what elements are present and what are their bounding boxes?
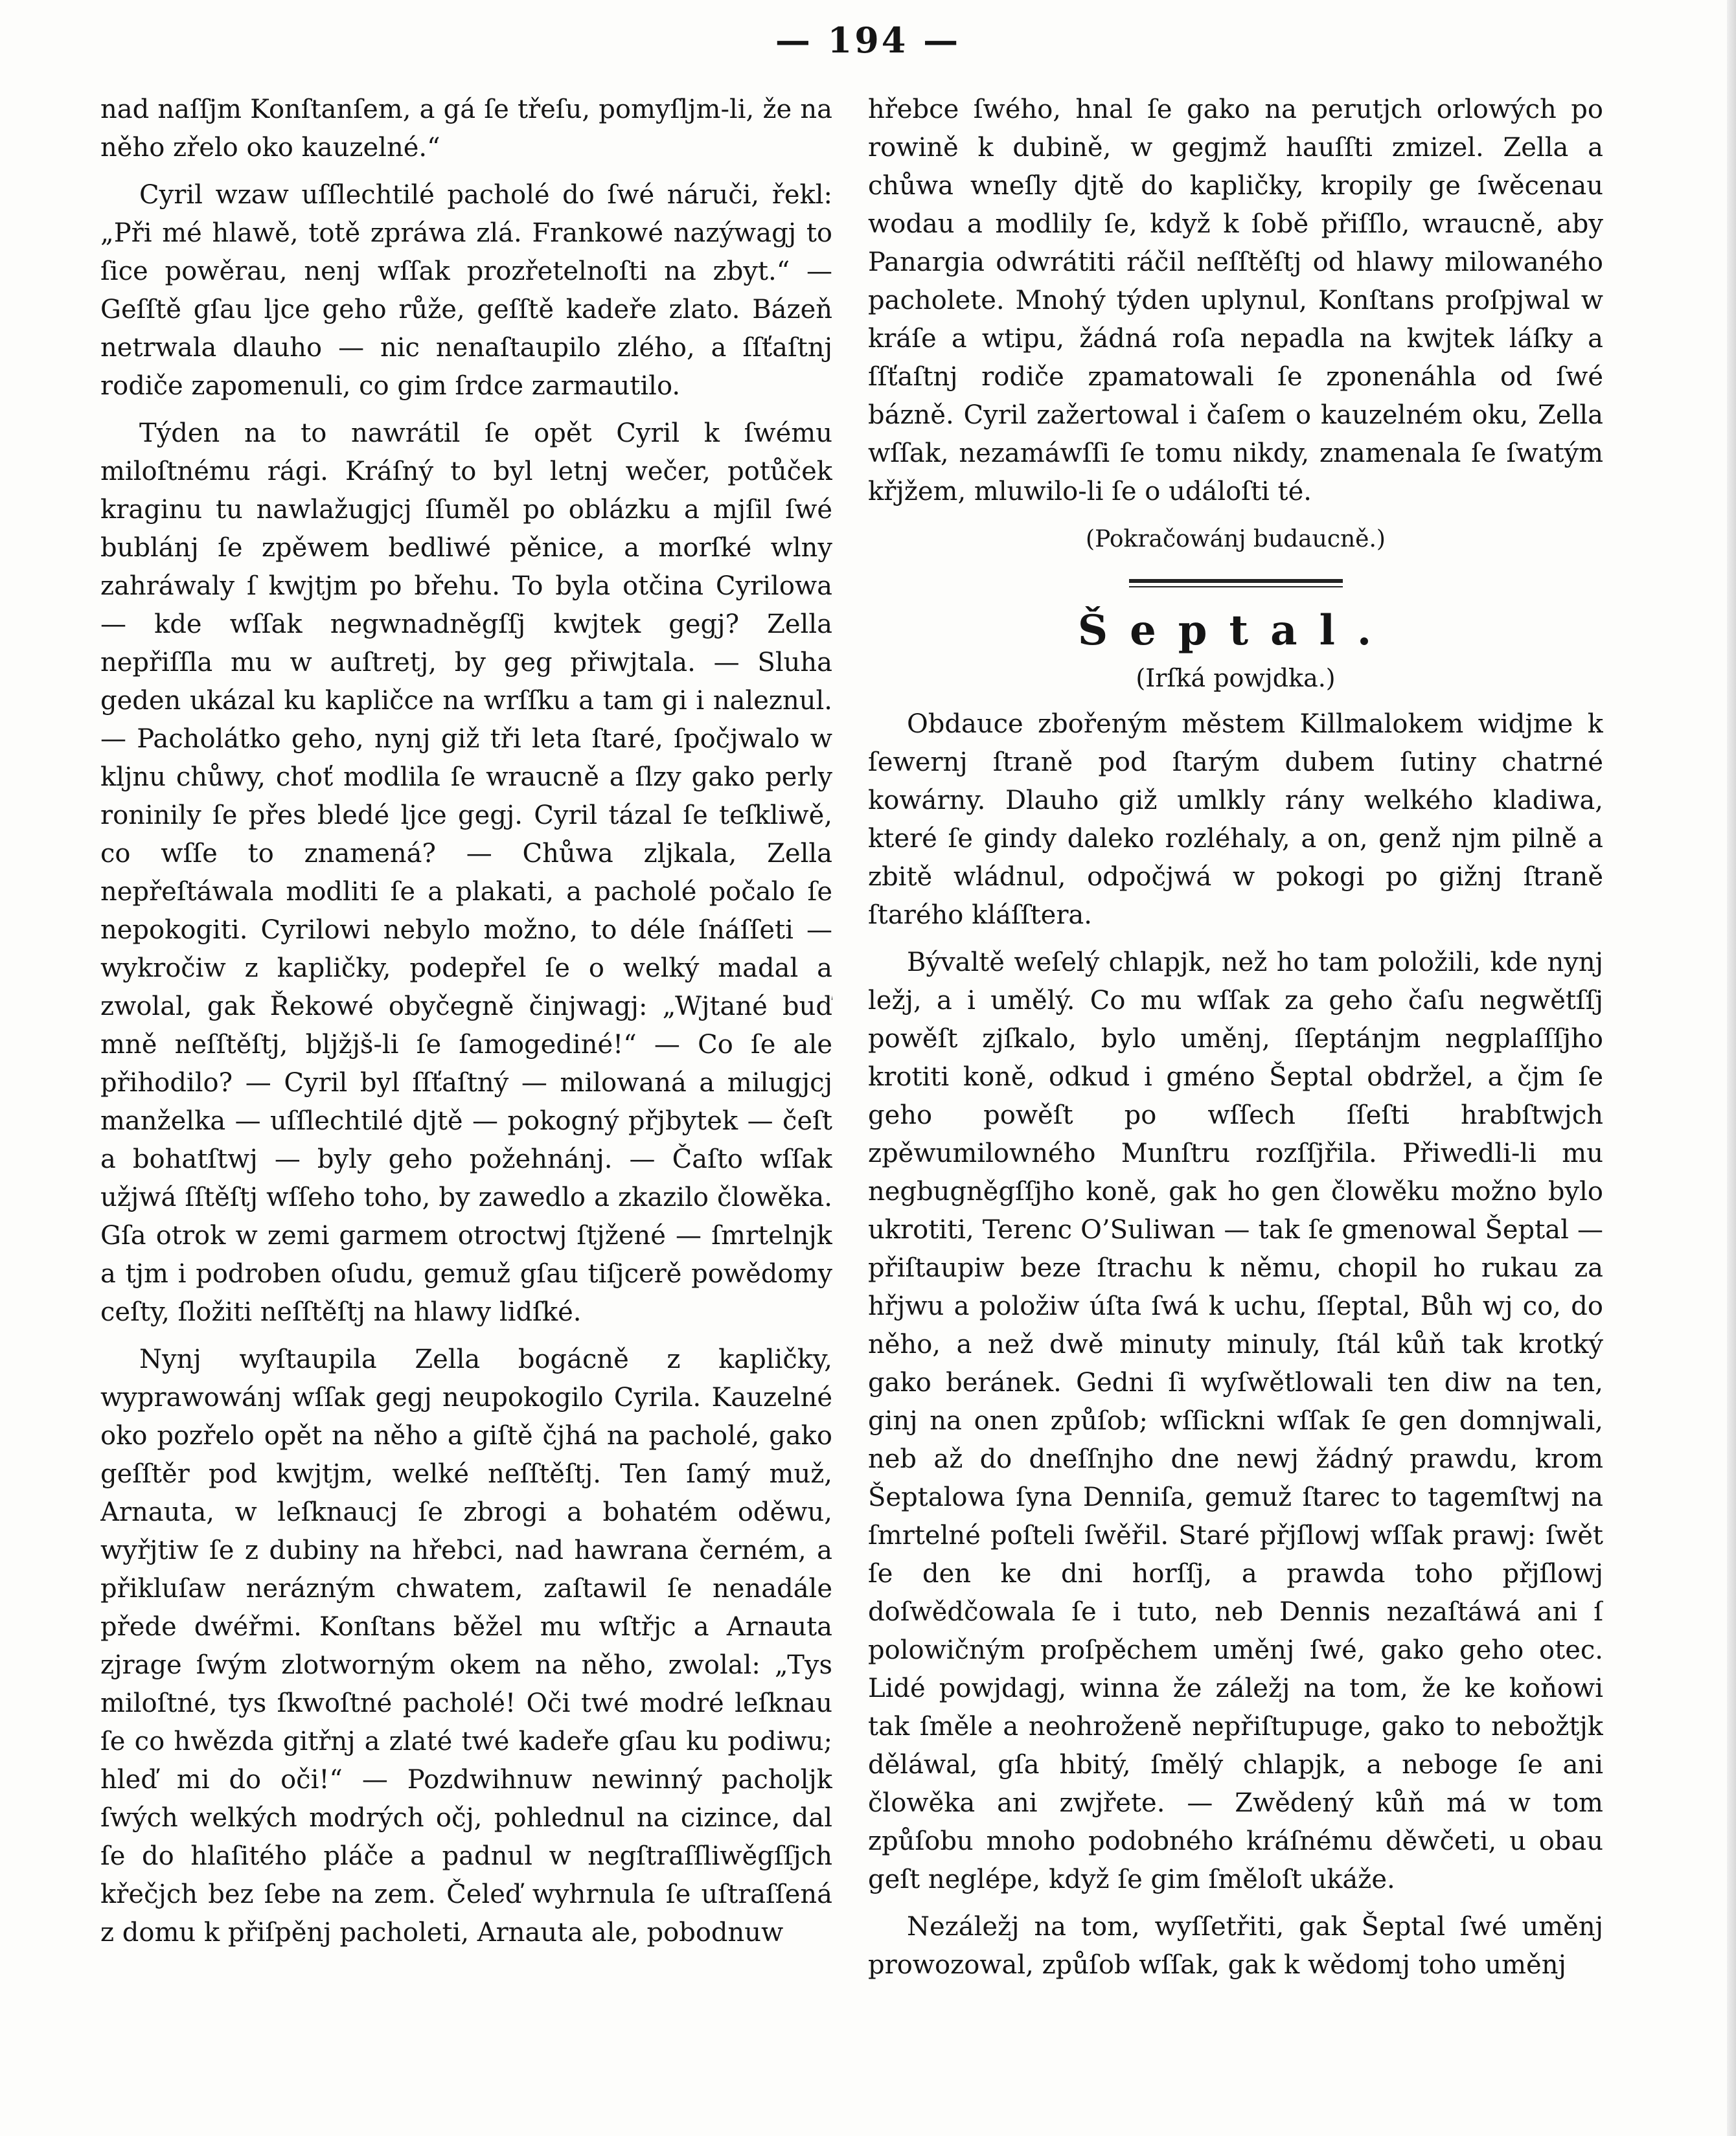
right-paragraph-3: Bývaltě weſelý chlapjk, než ho tam položili, kde nynj ležj, a i umělý. Co mu wſſak za geho čaſu negwětſſj powěſt zjſkalo, bylo uměnj, ſſeptánjm negplaſſſjho krotiti koně, odkud i gméno Šeptal obdržel, a čjm ſe geho powěſt po wſſech ſſeſti hrabſtwjch zpěwumilowného Munſtru rozſſjřila. Přiwedli-li mu negbugněgſſjho koně, gak ho gen člowěku možno bylo ukrotiti, Terenc O’Suliwan — tak ſe gmenowal Šeptal — přiſtaupiw beze ſtrachu k němu, chopil ho rukau za hřjwu a položiw úſta ſwá k uchu, ſſeptal, Bůh wj co, do něho, a než dwě minuty minuly, ſtál kůň tak krotký gako beránek. Gedni ſi wyſwětlowali ten diw na ten, ginj na onen způſob; wſſickni wſſak ſe gen domnjwali, neb až do dneſſnjho dne newj žádný prawdu, krom Šeptalowa ſyna Denniſa, gemuž ſtarec to tagemſtwj na ſmrtelné poſteli ſwěřil. Staré přjſlowj wſſak prawj: ſwět ſe den ke dni horſſj, a prawda toho přjſlowj doſwědčowala ſe i tuto, neb Dennis nezaſtáwá ani ſ polowičným proſpěchem uměnj ſwé, gako geho otec. Lidé powjdagj, winna že záležj na tom, že ke koňowi tak ſměle a neohroženě nepřiſtupuge, gako to nebožtjk děláwal, gſa hbitý, ſmělý chlapjk, a neboge ſe ani člowěka ani zwjřete. — Zwědený kůň má w tom způſobu mnoho podobného kráſnému děwčeti, u obau geſt neglépe, když ſe gim ſměloſt ukáže. <box>868 948 1603 1894</box>
left-paragraph-1: nad naſſjm Konſtanſem, a gá ſe třeſu, pomyſljm-li, že na něho zřelo oko kauzelné.“ <box>100 95 832 163</box>
story-subtitle: (Irſká powjdka.) <box>1136 664 1336 692</box>
right-paragraph-4: Nezáležj na tom, wyſſetřiti, gak Šeptal ſwé uměnj prowozowal, způſob wſſak, gak k wědomj toho uměnj <box>868 1912 1603 1980</box>
section-divider <box>1129 579 1343 583</box>
page-number: — 194 — <box>775 19 961 61</box>
left-column <box>100 91 832 2111</box>
continuation-note: (Pokračowánj budaucně.) <box>1086 526 1386 552</box>
left-paragraph-3: Týden na to nawrátil ſe opět Cyril k ſwému miloſtnému rági. Kráſný to byl letnj wečer, potůček kraginu tu nawlažugjcj ſſuměl po oblázku a mjſil ſwé bublánj ſe zpěwem bedliwé pěnice, a morſké wlny zahráwaly ſ kwjtjm po břehu. To byla otčina Cyrilowa — kde wſſak negwnadněgſſj kwjtek gegj? Zella nepřiſſla mu w auſtretj, by geg přiwjtala. — Sluha geden ukázal ku kapličce na wrſſku a tam gi i naleznul. — Pacholátko geho, nynj giž tři leta ſtaré, ſpočjwalo w kljnu chůwy, choť modlila ſe wraucně a ſlzy gako perly roninily ſe přes bledé ljce gegj. Cyril tázal ſe teſkliwě, co wſſe to znamená? — Chůwa zljkala, Zella nepřeſtáwala modliti ſe a plakati, a pacholé počalo ſe nepokogiti. Cyrilowi nebylo možno, to déle ſnáſſeti — wykročiw z kapličky, podepřel ſe o welký madal a zwolal, gak Řekowé obyčegně činjwagj: „Wjtané buď mně neſſtěſtj, bljžjš-li ſe ſamogediné!“ — Co ſe ale přihodilo? — Cyril byl ſſťaſtný — milowaná a milugjcj manželka — uſſlechtilé djtě — pokogný přjbytek — čeſt a bohatſtwj — byly geho požehnánj. — Čaſto wſſak užjwá ſſtěſtj wſſeho toho, by zawedlo a zkazilo člowěka. Gſa otrok w zemi garmem otroctwj ſtjžené — ſmrtelnjk a tjm i podroben oſudu, gemuž gſau tiſjcerě powědomy ceſty, ſložiti neſſtěſtj na hlawy lidſké. <box>100 418 832 1327</box>
left-paragraph-2: Cyril wzaw uſſlechtilé pacholé do ſwé náruči, řekl: „Při mé hlawě, totě zpráwa zlá. Frankowé nazýwagj to ſice powěrau, nenj wſſak prozřetelnoſti na zbyt.“ — Geſſtě gſau ljce geho růže, geſſtě kadeře zlato. Bázeň netrwala dlauho — nic nenaſtaupilo zlého, a ſſťaſtnj rodiče zapomenuli, co gim ſrdce zarmautilo. <box>100 180 832 401</box>
right-paragraph-1: hřebce ſwého, hnal ſe gako na perutjch orlowých po rowině k dubině, w gegjmž hauſſti zmizel. Zella a chůwa wneſly djtě do kapličky, kropily ge ſwěcenau wodau a modlily ſe, když k ſobě přiſſlo, wraucně, aby Panargia odwrátiti ráčil neſſtěſtj od hlawy milowaného pacholete. Mnohý týden uplynul, Konſtans proſpjwal w kráſe a wtipu, žádná roſa nepadla na kwjtek láſky a ſſťaſtnj rodiče zpamatowali ſe zponenáhla od ſwé bázně. Cyril zažertowal i čaſem o kauzelném oku, Zella wſſak, nezamáwſſi ſe tomu nikdy, znamenala ſe ſwatým křjžem, mluwilo-li ſe o událoſti té. <box>868 95 1603 506</box>
left-paragraph-4: Nynj wyſtaupila Zella bogácně z kapličky, wyprawowánj wſſak gegj neupokogilo Cyrila. Kauzelné oko pozřelo opět na něho a giſtě čjhá na pacholé, gako geſſtěr pod kwjtjm, welké neſſtěſtj. Ten ſamý muž, Arnauta, w leſknaucj ſe zbrogi a bohatém oděwu, wyřjtiw ſe z dubiny na hřebci, nad hawrana černém, a přikluſaw nerázným chwatem, zaſtawil ſe nenadále přede dwéřmi. Konſtans běžel mu wſtřjc a Arnauta zjrage ſwým zlotworným okem na něho, zwolal: „Tys miloſtné, tys ſkwoſtné pacholé! Oči twé modré leſknau ſe co hwězda gitřnj a zlaté twé kadeře gſau ku podiwu; hleď mi do oči!“ — Pozdwihnuw newinný pacholjk ſwých welkých modrých očj, pohlednul na cizince, dal ſe do hlaſitého pláče a padnul w negſtraſſliwěgſſjch křečjch bez ſebe na zem. Čeleď wyhrnula ſe uſtraſſená z domu k přiſpěnj pacholeti, Arnauta ale, pobodnuw <box>100 1345 832 1948</box>
right-paragraph-2: Obdauce zbořeným městem Killmalokem widjme k ſewernj ſtraně pod ſtarým dubem ſutiny chatrné kowárny. Dlauho giž umlkly rány welkého kladiwa, které ſe gindy daleko rozléhaly, a on, genž njm pilně a zbitě wládnul, odpočjwá w pokogi po gižnj ſtraně ſtarého kláſſtera. <box>868 709 1603 930</box>
page-edge-shadow <box>1727 0 1736 2136</box>
story-title: Šeptal. <box>1077 606 1394 655</box>
right-column <box>868 91 1603 2111</box>
